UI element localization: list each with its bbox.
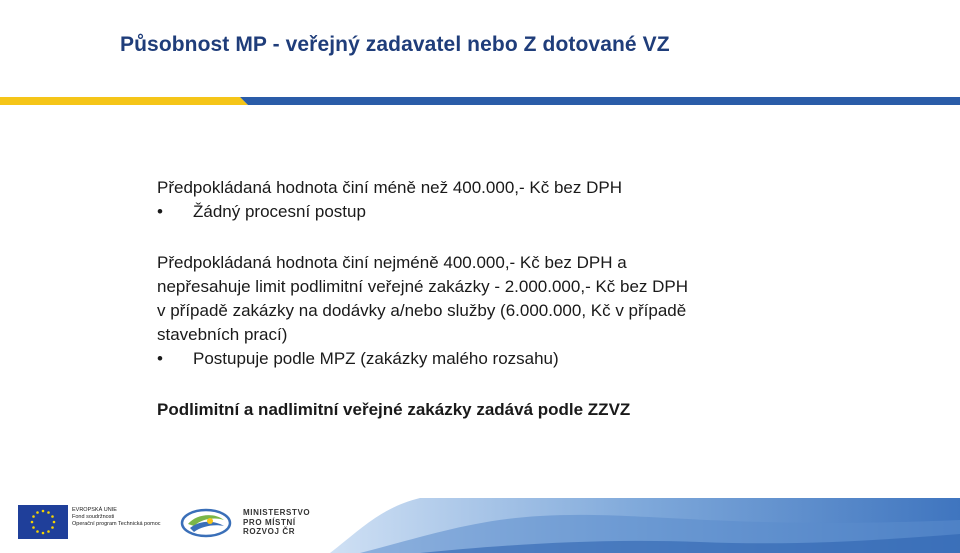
paragraph-zzvz: Podlimitní a nadlimitní veřejné zakázky zadává podle ZZVZ <box>157 400 631 419</box>
bullet-symbol: • <box>157 202 163 221</box>
eu-caption <box>72 507 167 528</box>
mmr-caption-line: PRO MÍSTNÍ <box>243 517 296 527</box>
bullet-text: Žádný procesní postup <box>193 202 366 221</box>
header-stripe <box>0 97 960 105</box>
paragraph-line: stavebních prací) <box>157 325 288 344</box>
slide-title: Působnost MP - veřejný zadavatel nebo Z dotované VZ <box>120 33 670 56</box>
paragraph-line: nepřesahuje limit podlimitní veřejné zakázky - 2.000.000,- Kč bez DPH <box>157 277 689 296</box>
mmr-logo <box>180 506 232 540</box>
eu-flag-logo <box>18 505 68 539</box>
bullet-text: Postupuje podle MPZ (zakázky malého rozsahu) <box>193 349 559 368</box>
slide-content <box>157 176 817 422</box>
bullet-item-no-procedure <box>157 200 817 224</box>
paragraph-line: v případě zakázky na dodávky a/nebo služby (6.000.000, Kč v případě <box>157 301 687 320</box>
paragraph-below-limit: Předpokládaná hodnota činí méně než 400.000,- Kč bez DPH <box>157 178 622 197</box>
eu-caption-line: Fond soudržnosti <box>72 514 115 520</box>
eu-caption-line: EVROPSKÁ UNIE <box>72 507 117 513</box>
mmr-caption <box>243 508 310 537</box>
paragraph-line: Předpokládaná hodnota činí nejméně 400.000,- Kč bez DPH a <box>157 253 627 272</box>
mmr-caption-line: MINISTERSTVO <box>243 508 311 517</box>
bullet-item-mpz <box>157 347 817 371</box>
bullet-symbol: • <box>157 349 163 368</box>
mmr-caption-line: ROZVOJ ČR <box>243 527 296 536</box>
eu-caption-line: Operační program Technická pomoc <box>72 521 161 527</box>
